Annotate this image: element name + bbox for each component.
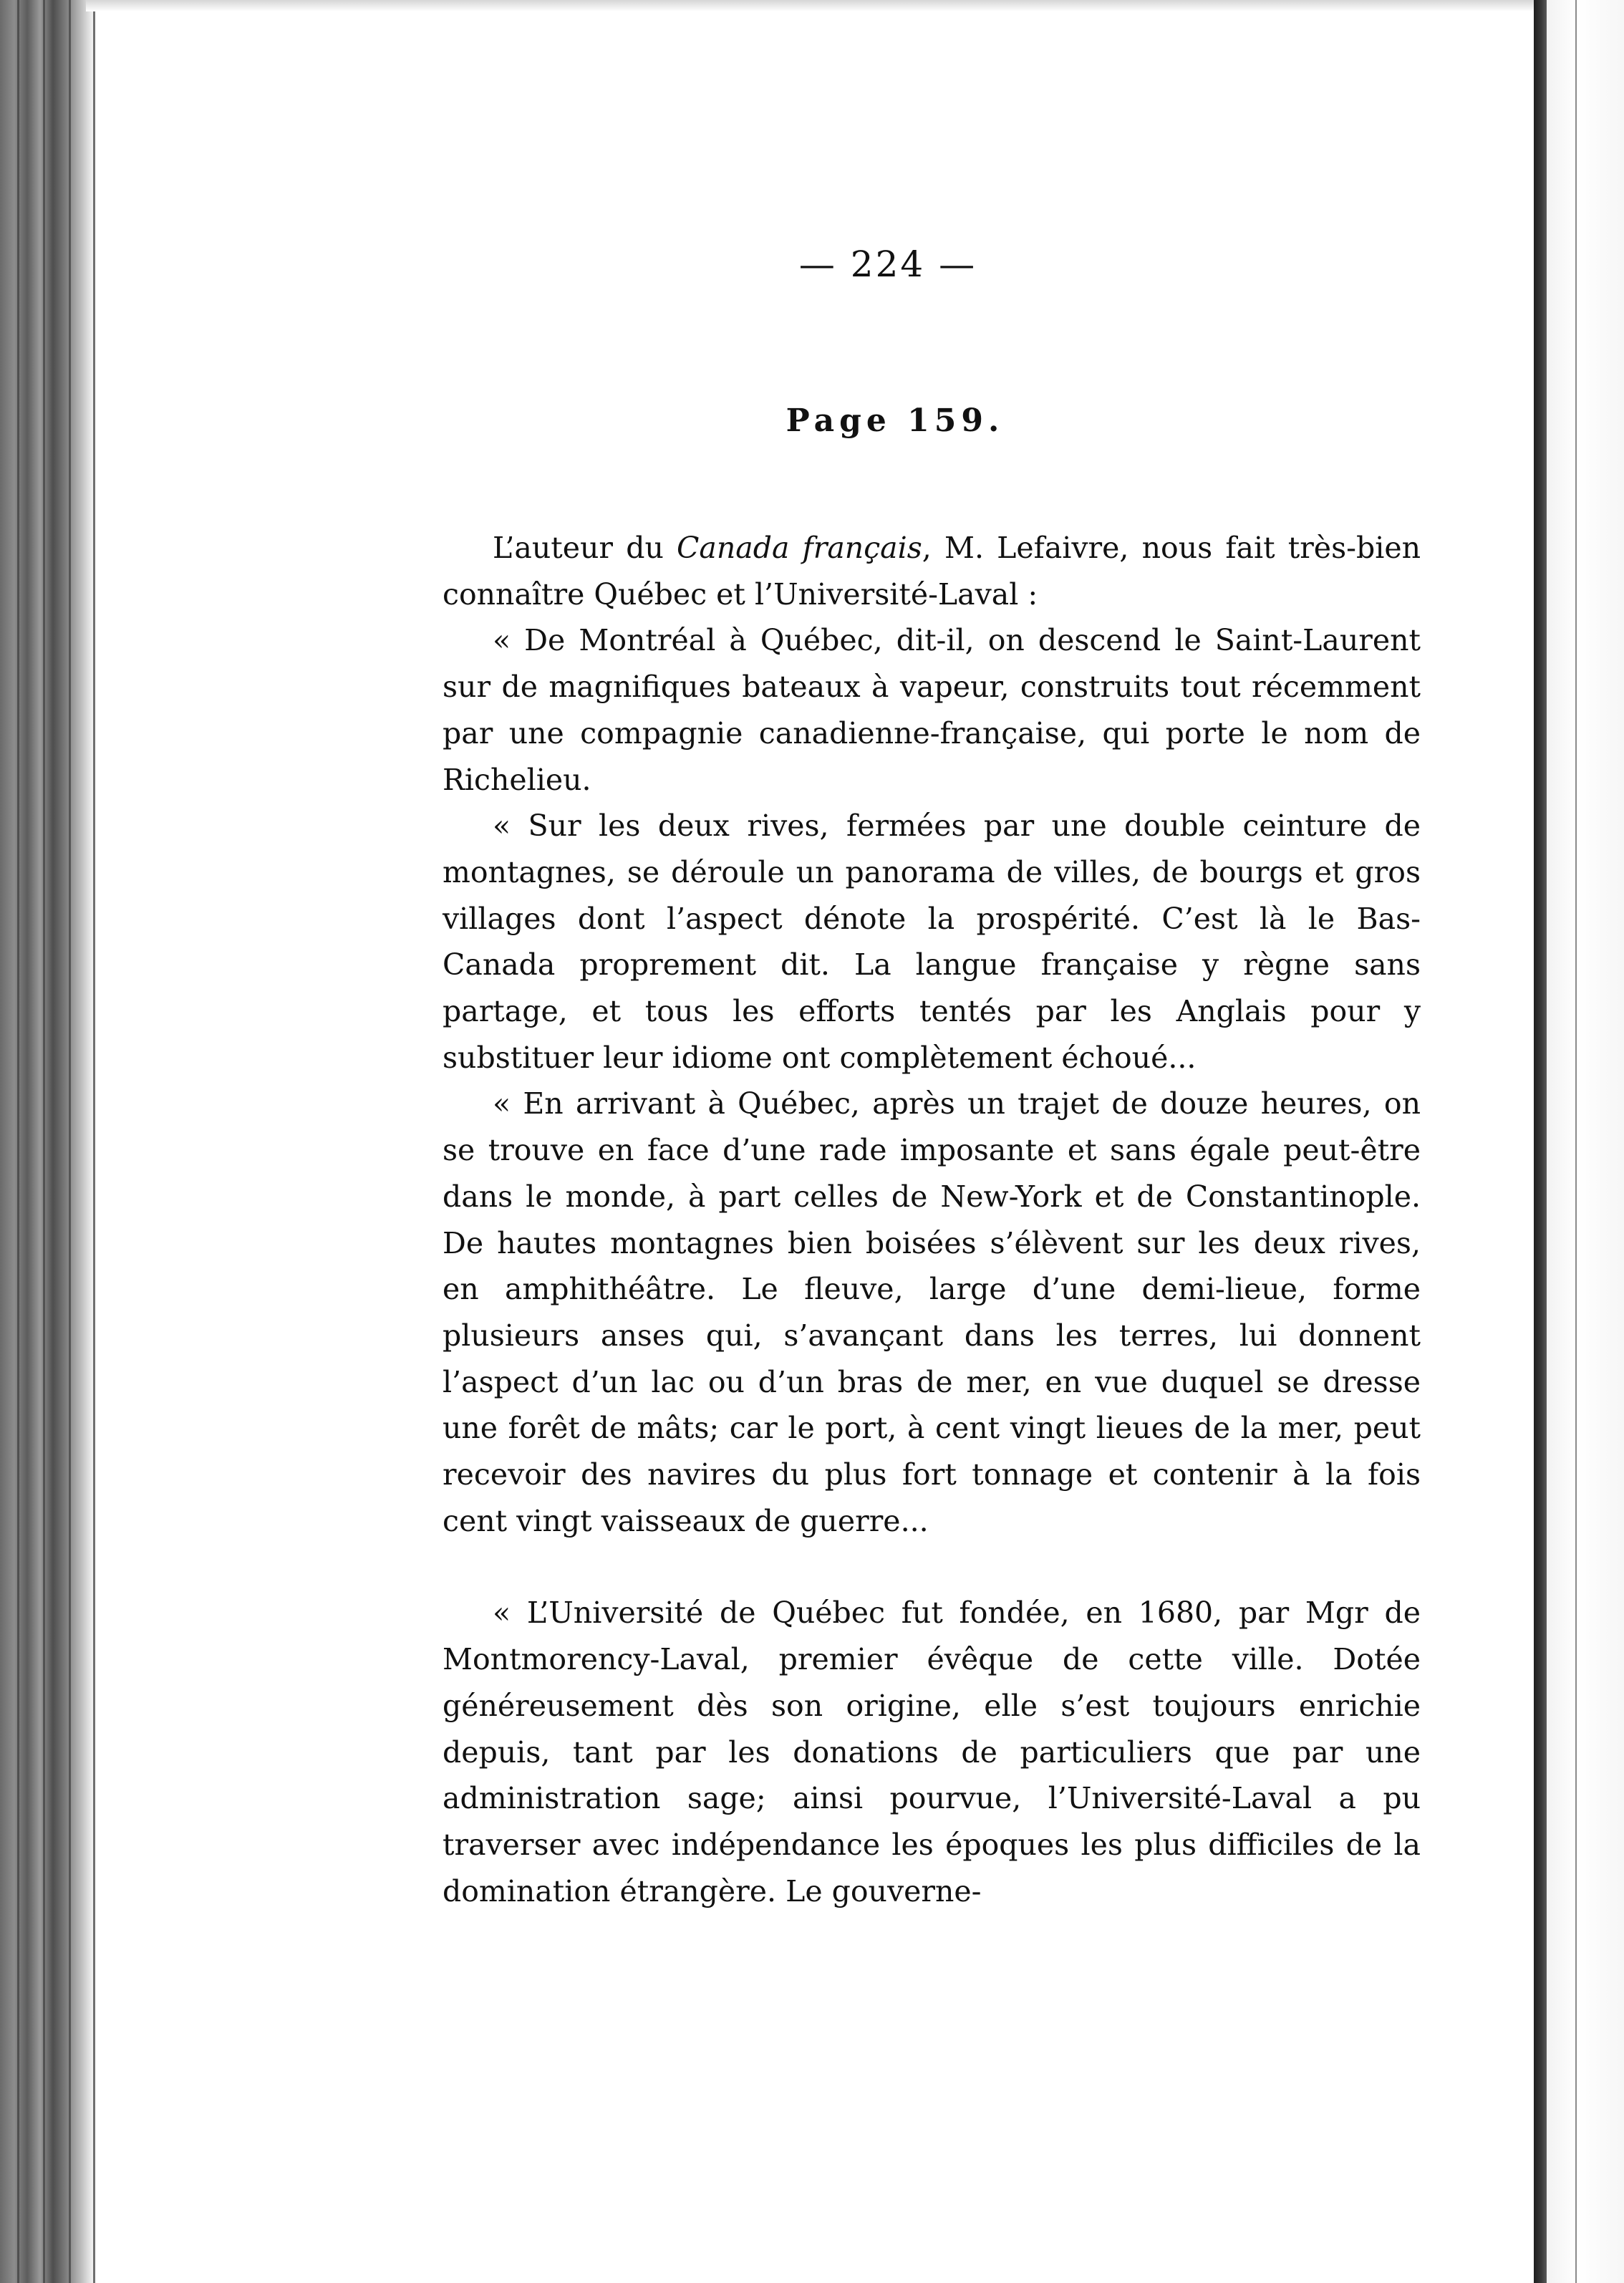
page-gutter-shadow xyxy=(1534,0,1547,2283)
paragraph: « En arrivant à Québec, après un trajet de douze heures, on se trouve en face d’une rade imposante et sans égale peut-être dans le monde, à part celles de New-York et de Constantinople. De hautes montagnes bien boisées s’élèvent sur les deux rives, en amphithéâtre. Le fleuve, large d’une demi-lieue, forme plusieurs anses qui, s’avançant dans les terres, lui donnent l’aspect d’un lac ou d’un bras de mer, en vue duquel se dresse une forêt de mâts; car le port, à cent vingt lieues de la mer, peut recevoir des navires du plus fort tonnage et contenir à la fois cent vingt vaisseaux de guerre... xyxy=(443,1086,1421,1538)
section-title: Page 159. xyxy=(786,402,1005,439)
page-number: — 224 — xyxy=(798,243,977,285)
paragraph: « L’Université de Québec fut fondée, en 1680, par Mgr de Montmorency-Laval, premier évêque de cette ville. Dotée généreusement dès son origine, elle s’est toujours enrichie depuis, tant par les donations de particuliers que par une administration sage; ainsi pourvue, l’Université-Laval a pu traverser avec indépendance les époques les plus difficiles de la domination étrangère. Le gouverne- xyxy=(443,1596,1421,1908)
paragraph: L’auteur du Canada français, M. Lefaivre, nous fait très-bien connaître Québec et l’Université-Laval : xyxy=(443,531,1421,612)
paragraph: « De Montréal à Québec, dit-il, on descend le Saint-Laurent sur de magnifiques bateaux à vapeur, construits tout récemment par une compagnie canadienne-française, qui porte le nom de Richelieu. xyxy=(443,623,1421,797)
paragraph: « Sur les deux rives, fermées par une double ceinture de montagnes, se déroule un panorama de villes, de bourgs et gros villages dont l’aspect dénote la prospérité. C’est là le Bas-Canada proprement dit. La langue française y règne sans partage, et tous les efforts tentés par les Anglais pour y substituer leur idiome ont complètement échoué... xyxy=(443,809,1421,1075)
body-text xyxy=(443,525,1421,1914)
next-page-fold xyxy=(1575,0,1577,2283)
book-title-italic: Canada français xyxy=(677,531,922,565)
page-top-edge xyxy=(86,0,1540,11)
book-binding-edge xyxy=(0,0,93,2283)
next-page-edge xyxy=(1547,0,1624,2283)
